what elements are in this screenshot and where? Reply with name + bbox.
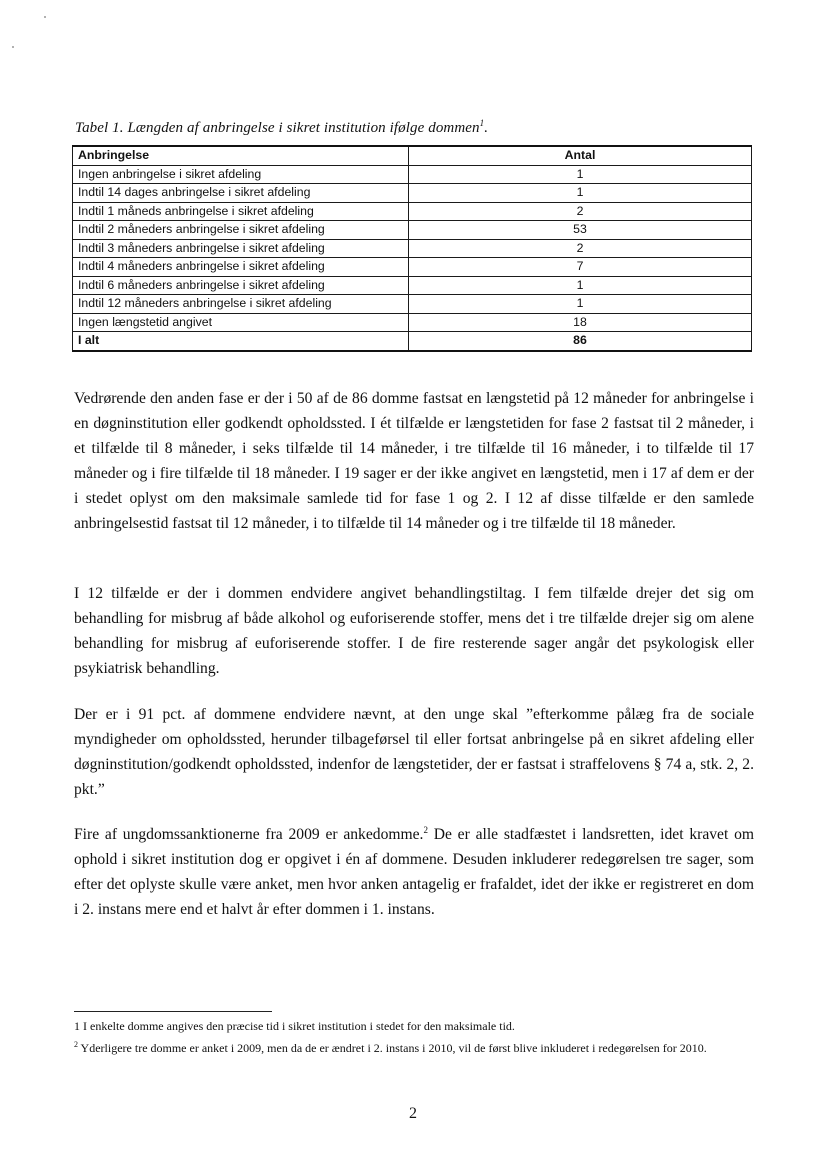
row-label: Indtil 3 måneders anbringelse i sikret afdeling	[73, 239, 409, 258]
row-label: Indtil 2 måneders anbringelse i sikret afdeling	[73, 221, 409, 240]
row-count: 1	[409, 276, 752, 295]
table-row	[73, 202, 752, 221]
footnote-text: I enkelte domme angives den præcise tid i sikret institution i stedet for den maksimale tid.	[80, 1019, 515, 1033]
caption-text: Tabel 1. Længden af anbringelse i sikret institution ifølge dommen	[75, 120, 480, 136]
table-row	[73, 258, 752, 277]
total-count: 86	[409, 332, 752, 351]
row-count: 53	[409, 221, 752, 240]
footnote-1	[74, 1019, 756, 1034]
row-count: 1	[409, 295, 752, 314]
row-label: Ingen anbringelse i sikret afdeling	[73, 165, 409, 184]
scan-speck	[12, 46, 14, 48]
row-label: Indtil 6 måneders anbringelse i sikret afdeling	[73, 276, 409, 295]
total-label: I alt	[73, 332, 409, 351]
table-row	[73, 295, 752, 314]
row-label: Indtil 4 måneders anbringelse i sikret afdeling	[73, 258, 409, 277]
row-label: Indtil 14 dages anbringelse i sikret afdeling	[73, 184, 409, 203]
caption-end: .	[484, 120, 489, 136]
footnote-text: Yderligere tre domme er anket i 2009, men da de er ændret i 2. instans i 2010, vil de først blive inkluderet i redegørelsen for 2010.	[78, 1041, 707, 1055]
table-total-row	[73, 332, 752, 351]
row-count: 1	[409, 184, 752, 203]
footnote-mark: 1	[74, 1019, 80, 1033]
footnote-separator	[74, 1011, 272, 1012]
paragraph-phase-two: Vedrørende den anden fase er der i 50 af de 86 domme fastsat en længstetid på 12 måneder for anbringelse i en døgninstitution eller godkendt opholdssted. I ét tilfælde er længstetiden for fase 2 fastsat til 2 måneder, i et tilfælde til 8 måneder, i seks tilfælde til 14 måneder, i tre tilfælde til 16 måneder, i to tilfælde til 17 måneder og i fire tilfælde til 18 måneder. I 19 sager er der ikke angivet en længstetid, men i 17 af dem er der i stedet oplyst om den maksimale samlede tid for fase 1 og 2. I 12 af disse tilfælde er den samlede anbringelsestid fastsat til 12 måneder, i to tilfælde til 14 måneder og i tre tilfælde til 18 måneder.	[74, 390, 754, 532]
footnote-2	[74, 1037, 756, 1056]
paragraph-treatment: I 12 tilfælde er der i dommen endvidere angivet behandlingstiltag. I fem tilfælde drejer det sig om behandling for misbrug af både alkohol og euforiserende stoffer, mens det i tre tilfælde drejer sig om alene behandling for misbrug af euforiserende stoffer. I de fire resterende sager angår det psykologisk eller psykiatrisk behandling.	[74, 585, 754, 677]
scan-speck	[44, 16, 46, 18]
header-antal: Antal	[409, 146, 752, 165]
row-count: 18	[409, 313, 752, 332]
paragraph-injunction: Der er i 91 pct. af dommene endvidere nævnt, at den unge skal ”efterkomme pålæg fra de sociale myndigheder om opholdssted, herunder tilbageførsel til eller fortsat anbringelse på en sikret afdeling eller døgninstitution/godkendt opholdssted, indenfor de længstetider, der er fastsat i straffelovens § 74 a, stk. 2, 2. pkt.”	[74, 706, 754, 798]
table-caption	[75, 118, 488, 137]
table-row	[73, 221, 752, 240]
row-count: 1	[409, 165, 752, 184]
row-count: 7	[409, 258, 752, 277]
header-anbringelse: Anbringelse	[73, 146, 409, 165]
table-row	[73, 276, 752, 295]
row-label: Indtil 12 måneders anbringelse i sikret afdeling	[73, 295, 409, 314]
table-header-row	[73, 146, 752, 165]
footnote-mark: 2	[74, 1040, 78, 1049]
paragraph-appeals	[74, 822, 754, 922]
footnote-ref-2: 2	[423, 824, 428, 835]
placement-length-table	[72, 145, 752, 352]
appeals-text-start: Fire af ungdomssanktionerne fra 2009 er ankedomme.	[74, 826, 424, 843]
table-row	[73, 184, 752, 203]
table-row	[73, 313, 752, 332]
table-row	[73, 165, 752, 184]
row-count: 2	[409, 239, 752, 258]
row-label: Ingen længstetid angivet	[73, 313, 409, 332]
caption-footnote-ref: 1	[479, 118, 485, 128]
row-label: Indtil 1 måneds anbringelse i sikret afdeling	[73, 202, 409, 221]
row-count: 2	[409, 202, 752, 221]
table-row	[73, 239, 752, 258]
appeals-text-end: De er alle stadfæstet i landsretten, idet kravet om ophold i sikret institution dog er opgivet i én af dommene. Desuden inkluderer redegørelsen tre sager, som efter det oplyste skulle være anket, men hvor anken antagelig er frafaldet, idet der ikke er registreret en dom i 2. instans mere end et halvt år efter dommen i 1. instans.	[74, 826, 754, 918]
page-number: 2	[409, 1105, 417, 1122]
